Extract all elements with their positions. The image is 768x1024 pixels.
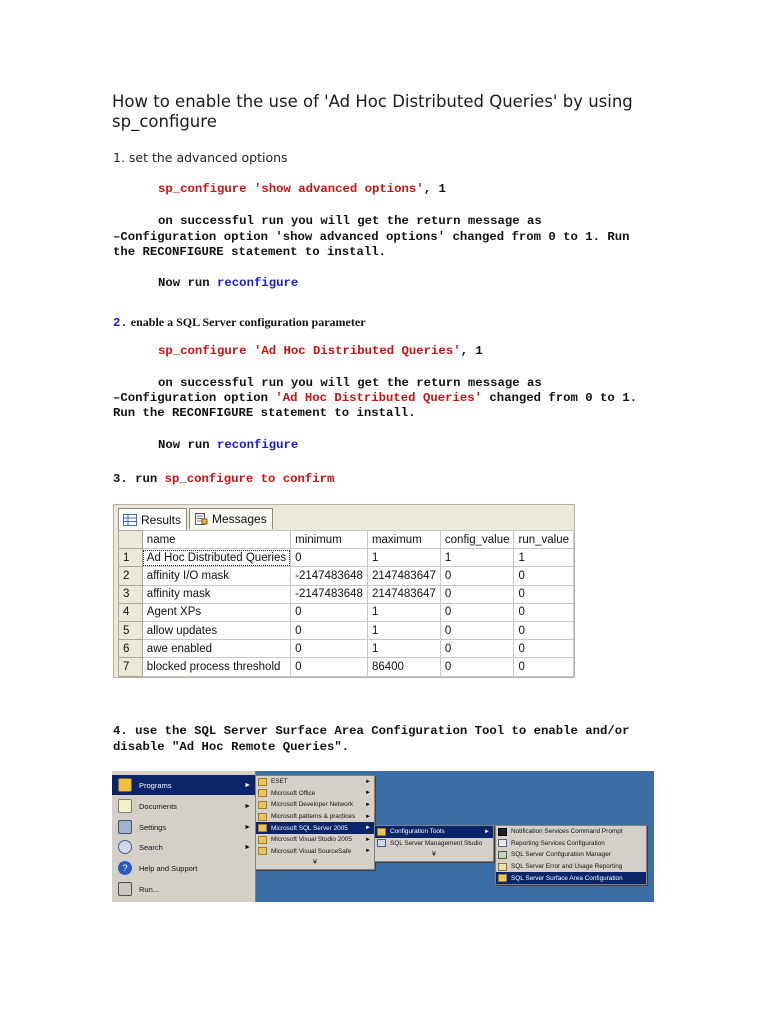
more-items-chevron-icon[interactable]: ¥ [432, 851, 436, 859]
step2-cmd-arg: 'Ad Hoc Distributed Queries' [253, 344, 461, 358]
submenu-arrow-icon: ► [365, 778, 371, 785]
step2-msg-line3: Run the RECONFIGURE statement to install. [113, 406, 416, 420]
cell-minimum[interactable]: 0 [291, 640, 368, 658]
cell-minimum[interactable]: -2147483648 [291, 585, 368, 603]
cell-minimum[interactable]: 0 [291, 658, 368, 676]
col-header-name[interactable]: name [142, 531, 290, 549]
row-number-header [119, 531, 143, 549]
cell-name[interactable]: allow updates [142, 621, 290, 639]
submenu-arrow-icon: ► [365, 801, 371, 808]
cell-config-value[interactable]: 0 [440, 621, 514, 639]
step2-cmd-proc: sp_configure [158, 344, 247, 358]
surface-area-config-icon [498, 874, 507, 882]
submenu-arrow-icon: ► [484, 828, 490, 835]
documents-icon [118, 799, 132, 813]
start-item-label: Documents [139, 801, 177, 811]
row-number: 3 [119, 585, 143, 603]
folder-icon [258, 836, 267, 844]
cell-config-value[interactable]: 0 [440, 603, 514, 621]
start-item-label: Run... [139, 884, 160, 894]
start-item-documents[interactable] [112, 796, 255, 816]
step2-heading [113, 311, 366, 331]
programs-submenu [255, 775, 375, 870]
row-number: 4 [119, 603, 143, 621]
step2-reconfigure: reconfigure [217, 438, 299, 452]
table-row[interactable] [119, 621, 574, 639]
submenu-arrow-icon: ► [244, 781, 251, 789]
cell-maximum[interactable]: 86400 [367, 658, 440, 676]
more-items-chevron-icon[interactable]: ¥ [313, 859, 317, 867]
program-item[interactable] [256, 811, 374, 823]
start-item-search[interactable] [112, 837, 255, 857]
program-label: Microsoft patterns & practices [271, 813, 356, 821]
reporting-config-icon [498, 839, 507, 847]
page-title: How to enable the use of 'Ad Hoc Distributed Queries' by using sp_configure [112, 92, 633, 131]
submenu-arrow-icon: ► [365, 836, 371, 843]
configuration-manager-icon [498, 851, 507, 859]
start-menu [112, 771, 256, 902]
folder-icon [258, 847, 267, 855]
start-item-label: Help and Support [139, 863, 198, 873]
row-number: 5 [119, 621, 143, 639]
cell-run-value[interactable]: 0 [514, 603, 574, 621]
step3-pre: 3. run [113, 472, 165, 486]
results-panel [113, 504, 575, 678]
submenu-arrow-icon: ► [365, 790, 371, 797]
row-number: 6 [119, 640, 143, 658]
step2-msg-line2-pre: –Configuration option [113, 391, 276, 405]
step1-cmd-tail: , 1 [423, 182, 446, 196]
cell-maximum[interactable]: 1 [367, 640, 440, 658]
col-header-config-value[interactable]: config_value [440, 531, 514, 549]
step4-line2: disable "Ad Hoc Remote Queries". [113, 740, 350, 754]
start-menu-screenshot [112, 771, 654, 902]
results-tabs [118, 508, 275, 530]
grid-icon [123, 514, 137, 526]
submenu-arrow-icon: ► [365, 848, 371, 855]
submenu-arrow-icon: ► [244, 823, 251, 831]
step3-heading [113, 472, 334, 487]
cell-maximum[interactable]: 1 [367, 549, 440, 567]
cell-config-value[interactable]: 0 [440, 585, 514, 603]
config-item-label: Reporting Services Configuration [511, 839, 605, 847]
cell-maximum[interactable]: 1 [367, 621, 440, 639]
cell-config-value[interactable]: 0 [440, 567, 514, 585]
config-item-label: SQL Server Error and Usage Reporting [511, 863, 623, 871]
tab-messages-label: Messages [212, 512, 267, 526]
cell-run-value[interactable]: 0 [514, 658, 574, 676]
cell-minimum[interactable]: -2147483648 [291, 567, 368, 585]
sql-server-2005-submenu [374, 825, 494, 862]
table-row[interactable] [119, 658, 574, 676]
step2-command [158, 344, 483, 359]
tab-messages[interactable] [189, 508, 273, 529]
program-label: ESET [271, 778, 288, 786]
cell-config-value[interactable]: 0 [440, 640, 514, 658]
cell-minimum[interactable]: 0 [291, 603, 368, 621]
run-icon [118, 882, 132, 896]
folder-icon [258, 789, 267, 797]
step1-msg-line1: on successful run you will get the return message as [158, 214, 542, 228]
row-number: 1 [119, 549, 143, 567]
cell-name[interactable]: affinity I/O mask [142, 567, 290, 585]
step2-msg-line2 [113, 391, 637, 406]
cell-name[interactable]: blocked process threshold [142, 658, 290, 676]
tab-results-label: Results [141, 512, 182, 527]
table-row[interactable] [119, 549, 574, 567]
cell-run-value[interactable]: 0 [514, 567, 574, 585]
cell-minimum[interactable]: 0 [291, 621, 368, 639]
table-row[interactable] [119, 567, 574, 585]
program-item[interactable] [256, 788, 374, 800]
sql-item-management-studio[interactable] [375, 838, 493, 850]
step1-now-run [158, 276, 298, 291]
step2-number: 2. [113, 316, 128, 330]
step1-reconfigure: reconfigure [217, 276, 299, 290]
cell-maximum[interactable]: 2147483647 [367, 567, 440, 585]
step3-proc: sp_configure [164, 472, 254, 486]
cell-maximum[interactable]: 1 [367, 603, 440, 621]
configuration-tools-submenu [495, 825, 647, 885]
cell-name[interactable]: awe enabled [142, 640, 290, 658]
config-item-error-usage-reporting[interactable] [496, 861, 646, 873]
step4-line1: 4. use the SQL Server Surface Area Configuration Tool to enable and/or [113, 724, 630, 738]
row-number: 7 [119, 658, 143, 676]
cell-config-value[interactable]: 1 [440, 549, 514, 567]
col-header-minimum[interactable]: minimum [291, 531, 368, 549]
folder-icon [258, 824, 267, 832]
start-item-help[interactable] [112, 858, 255, 878]
submenu-arrow-icon: ► [365, 825, 371, 832]
col-header-maximum[interactable]: maximum [367, 531, 440, 549]
submenu-arrow-icon: ► [365, 813, 371, 820]
config-item-notification-services[interactable] [496, 826, 646, 838]
step1-msg-line3: the RECONFIGURE statement to install. [113, 245, 387, 259]
folder-icon [258, 813, 267, 821]
program-label: Microsoft Visual Studio 2005 [271, 836, 352, 844]
step1-cmd-proc: sp_configure [158, 182, 247, 196]
step1-msg-line2: –Configuration option 'show advanced options' changed from 0 to 1. Run [113, 230, 630, 244]
cell-name[interactable]: Ad Hoc Distributed Queries [142, 549, 290, 567]
start-item-label: Programs [139, 780, 172, 790]
error-reporting-icon [498, 863, 507, 871]
program-label: Microsoft Visual SourceSafe [271, 847, 352, 855]
program-item-sql-server-2005[interactable] [256, 822, 374, 834]
start-item-run[interactable] [112, 879, 255, 899]
folder-icon [258, 778, 267, 786]
config-item-label: SQL Server Configuration Manager [511, 851, 611, 859]
sql-item-configuration-tools[interactable] [375, 826, 493, 838]
tab-results[interactable] [118, 508, 187, 530]
program-label: Microsoft Developer Network [271, 801, 354, 809]
cell-run-value[interactable]: 0 [514, 585, 574, 603]
sql-item-label: SQL Server Management Studio [390, 839, 483, 847]
program-label: Microsoft SQL Server 2005 [271, 824, 348, 832]
config-item-label: Notification Services Command Prompt [511, 828, 623, 836]
command-prompt-icon [498, 828, 507, 836]
search-icon [118, 840, 132, 854]
step2-now-run [158, 438, 298, 453]
row-number: 2 [119, 567, 143, 585]
cell-run-value[interactable]: 1 [514, 549, 574, 567]
cell-config-value[interactable]: 0 [440, 658, 514, 676]
table-row[interactable] [119, 640, 574, 658]
config-item-configuration-manager[interactable] [496, 849, 646, 861]
cell-minimum[interactable]: 0 [291, 549, 368, 567]
step1-now-run-text: Now run [158, 276, 218, 290]
start-item-label: Settings [139, 822, 167, 832]
cell-maximum[interactable]: 2147483647 [367, 585, 440, 603]
program-item[interactable] [256, 799, 374, 811]
step1-command [158, 182, 446, 197]
start-item-label: Search [139, 842, 163, 852]
submenu-arrow-icon: ► [244, 802, 251, 810]
step2-msg-line2-post: changed from 0 to 1. [481, 391, 637, 405]
program-item[interactable] [256, 834, 374, 846]
management-studio-icon [377, 839, 386, 847]
start-item-settings[interactable] [112, 817, 255, 837]
step2-cmd-tail: , 1 [460, 344, 483, 358]
step3-post: to confirm [253, 472, 335, 486]
step1-cmd-arg: 'show advanced options' [253, 182, 424, 196]
cell-run-value[interactable]: 0 [514, 621, 574, 639]
folder-icon [377, 828, 386, 836]
program-label: Microsoft Office [271, 789, 316, 797]
settings-icon [118, 820, 132, 834]
cell-name[interactable]: affinity mask [142, 585, 290, 603]
folder-icon [258, 801, 267, 809]
programs-icon [118, 778, 132, 792]
messages-icon [194, 513, 208, 525]
step1-heading: 1. set the advanced options [113, 150, 288, 165]
program-item[interactable] [256, 776, 374, 788]
cell-run-value[interactable]: 0 [514, 640, 574, 658]
results-table [118, 530, 574, 677]
sql-item-label: Configuration Tools [390, 828, 445, 836]
step2-heading-text: enable a SQL Server configuration parameter [127, 315, 366, 329]
start-item-programs[interactable] [112, 775, 255, 795]
config-item-reporting-services[interactable] [496, 838, 646, 850]
table-header-row [119, 531, 574, 549]
col-header-run-value[interactable]: run_value [514, 531, 574, 549]
submenu-arrow-icon: ► [244, 843, 251, 851]
cell-name[interactable]: Agent XPs [142, 603, 290, 621]
table-row[interactable] [119, 585, 574, 603]
table-row[interactable] [119, 603, 574, 621]
help-icon: ? [118, 861, 132, 875]
config-item-label: SQL Server Surface Area Configuration [511, 874, 623, 882]
step2-now-run-text: Now run [158, 438, 218, 452]
config-item-surface-area-configuration[interactable] [496, 872, 646, 884]
program-item[interactable] [256, 846, 374, 858]
step2-msg-line1: on successful run you will get the return message as [158, 376, 542, 390]
step2-msg-line2-arg: 'Ad Hoc Distributed Queries' [275, 391, 482, 405]
